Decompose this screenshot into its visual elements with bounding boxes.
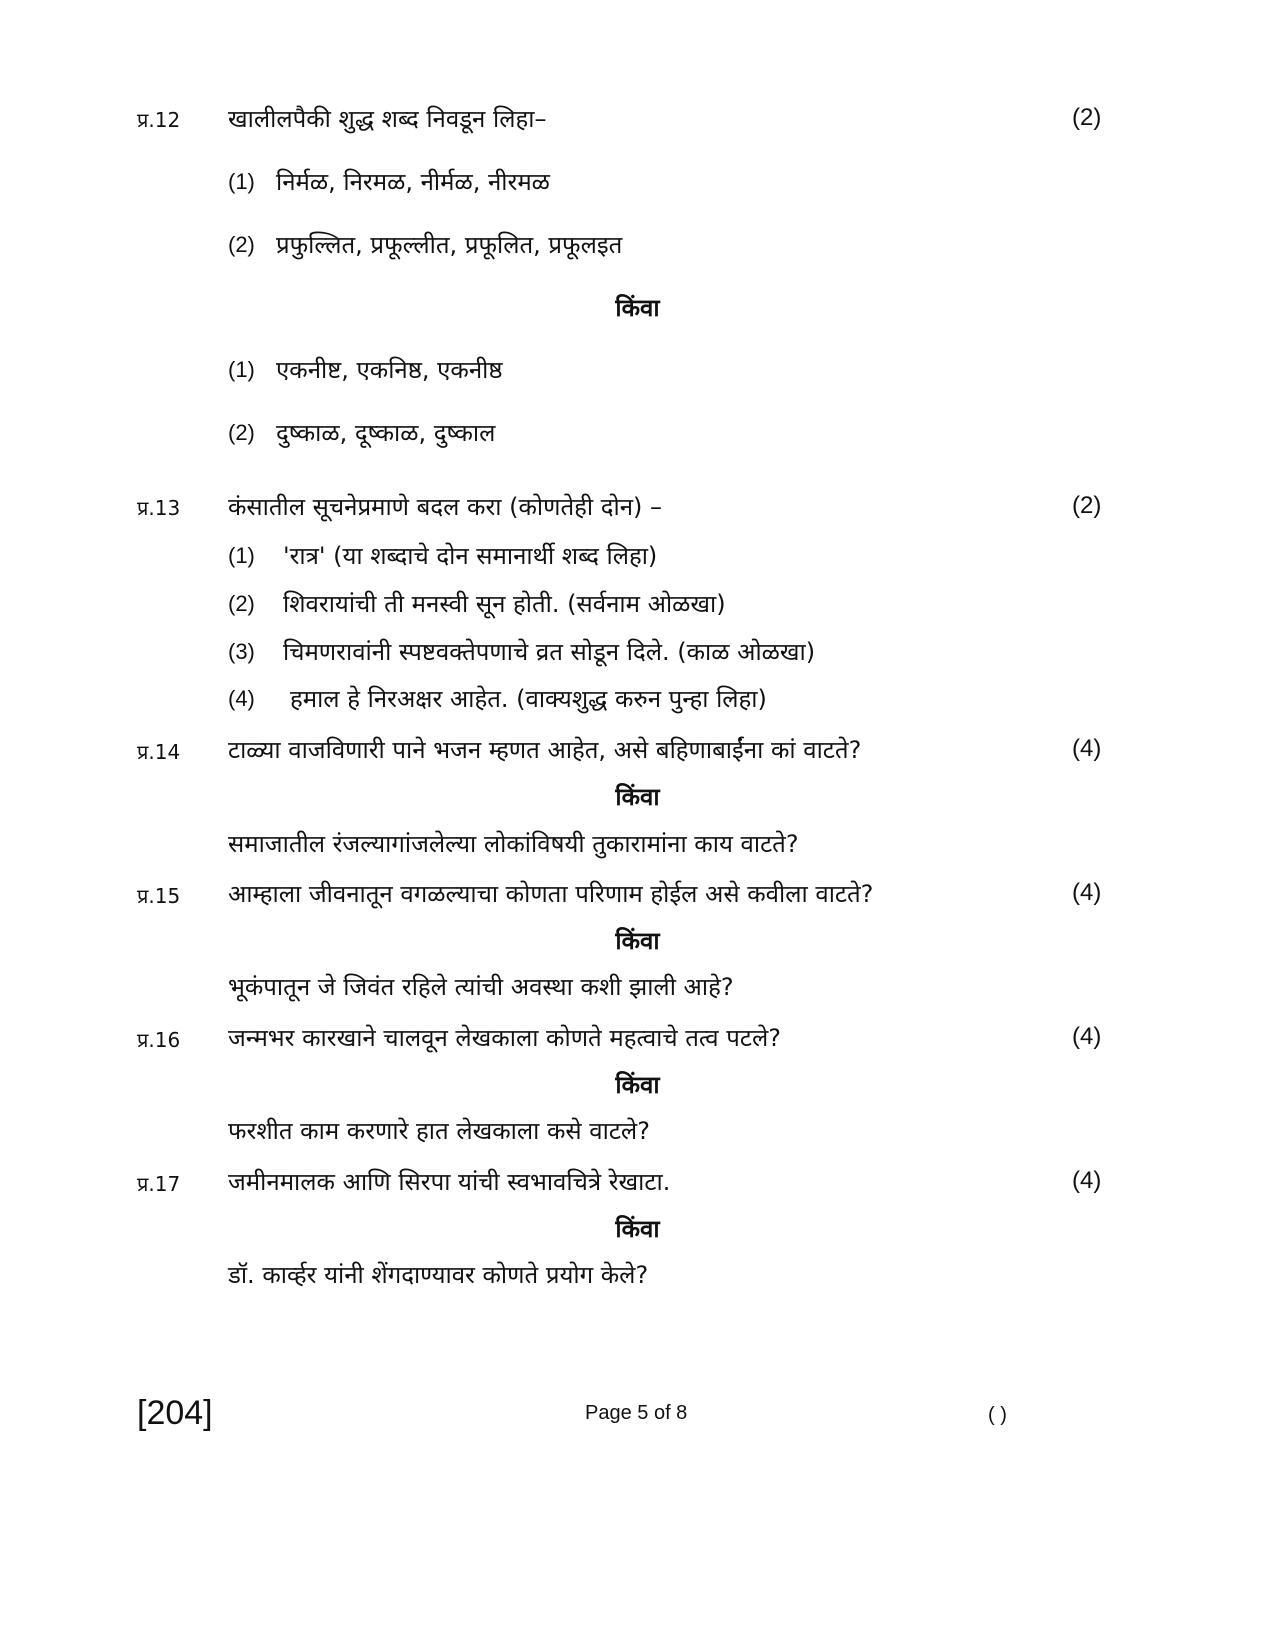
alternative-question-14: समाजातील रंजल्यागांजलेल्या लोकांविषयी तुकारामांना काय वाटते?: [228, 830, 799, 858]
or-label: किंवा: [615, 783, 660, 811]
question-number-15: प्र.15: [137, 884, 181, 908]
question-number-16: प्र.16: [137, 1028, 181, 1052]
footer-parentheses: ( ): [988, 1404, 1007, 1426]
marks-17: (4): [1072, 1167, 1102, 1194]
question-number-12: प्र.12: [137, 108, 181, 132]
question-text-13: कंसातील सूचनेप्रमाणे बदल करा (कोणतेही दोन) –: [228, 493, 663, 521]
alternative-question-15: भूकंपातून जे जिवंत रहिले त्यांची अवस्था कशी झाली आहे?: [228, 973, 734, 1001]
option-text: शिवरायांची ती मनस्वी सून होती. (सर्वनाम ओळखा): [283, 590, 726, 618]
option-text: चिमणरावांनी स्पष्टवक्तेपणाचे व्रत सोडून दिले. (काळ ओळखा): [283, 638, 816, 666]
marks-15: (4): [1072, 879, 1102, 906]
option-text: दुष्काळ, दूष्काळ, दुष्काल: [276, 419, 496, 447]
question-text-12: खालीलपैकी शुद्ध शब्द निवडून लिहा–: [228, 105, 547, 133]
or-label: किंवा: [615, 1215, 660, 1243]
question-text-17: जमीनमालक आणि सिरपा यांची स्वभावचित्रे रेखाटा.: [228, 1168, 671, 1196]
or-label: किंवा: [615, 927, 660, 955]
marks-16: (4): [1072, 1023, 1102, 1050]
question-text-14: टाळ्या वाजविणारी पाने भजन म्हणत आहेत, असे बहिणाबाईंना कां वाटते?: [228, 736, 862, 764]
marks-13: (2): [1072, 492, 1102, 519]
alternative-question-16: फरशीत काम करणारे हात लेखकाला कसे वाटले?: [228, 1117, 650, 1145]
question-text-16: जन्मभर कारखाने चालवून लेखकाला कोणते महत्वाचे तत्व पटले?: [228, 1024, 782, 1052]
option-text: एकनीष्ट, एकनिष्ठ, एकनीष्ठ: [276, 356, 503, 384]
option-number: (3): [228, 639, 255, 664]
option-text: 'रात्र' (या शब्दाचे दोन समानार्थी शब्द लिहा): [283, 542, 658, 570]
option-number: (2): [228, 591, 255, 616]
alternative-question-17: डॉ. कार्व्हर यांनी शेंगदाण्यावर कोणते प्रयोग केले?: [228, 1261, 649, 1289]
question-number-13: प्र.13: [137, 496, 181, 520]
page-number: Page 5 of 8: [585, 1402, 688, 1424]
paper-code: [204]: [137, 1394, 213, 1432]
question-number-14: प्र.14: [137, 740, 181, 764]
or-label: किंवा: [615, 294, 660, 322]
marks-14: (4): [1072, 735, 1102, 762]
option-number: (1): [228, 169, 255, 194]
option-number: (2): [228, 232, 255, 257]
question-text-15: आम्हाला जीवनातून वगळल्याचा कोणता परिणाम होईल असे कवीला वाटते?: [228, 880, 874, 908]
option-number: (2): [228, 420, 255, 445]
option-number: (4): [228, 686, 255, 711]
option-number: (1): [228, 357, 255, 382]
or-label: किंवा: [615, 1071, 660, 1099]
option-text: निर्मळ, निरमळ, नीर्मळ, नीरमळ: [276, 168, 550, 196]
option-text: प्रफुल्लित, प्रफूल्लीत, प्रफूलित, प्रफूलइत: [276, 231, 623, 259]
question-number-17: प्र.17: [137, 1172, 181, 1196]
option-number: (1): [228, 543, 255, 568]
option-text: हमाल हे निरअक्षर आहेत. (वाक्यशुद्ध करुन पुन्हा लिहा): [290, 685, 767, 713]
marks-12: (2): [1072, 104, 1102, 131]
